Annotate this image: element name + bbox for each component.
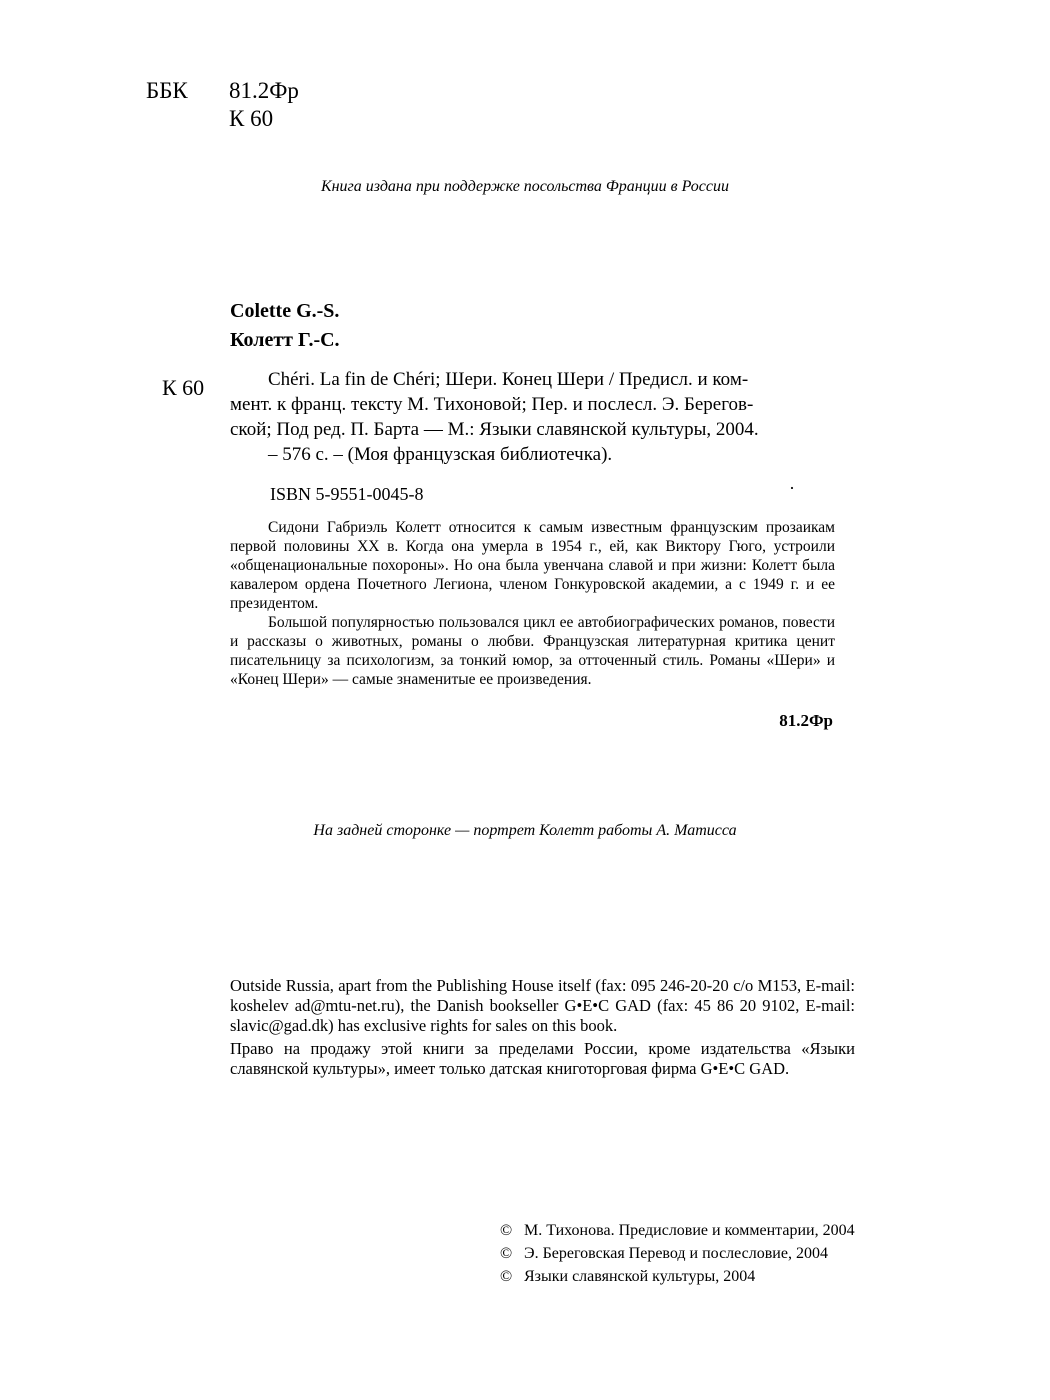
annotation	[230, 518, 835, 689]
rights-english: Outside Russia, apart from the Publishing House itself (fax: 095 246-20-20 c/o M153, E-mail: koshelev ad@mtu-net.ru), the Danish bookseller G•E•C GAD (fax: 45 86 20 9102, E-mail: slavic@gad.dk) has exclusive rights for sales on this book.	[230, 976, 855, 1035]
bibliographic-record	[230, 367, 835, 467]
rights-russian: Право на продажу этой книги за пределами России, кроме издательства «Языки славянской культуры», имеет только датская книготорговая фирма G•E•C GAD.	[230, 1039, 855, 1078]
annotation-bbk-code: 81.2Фр	[779, 711, 833, 730]
copyright-icon: ©	[500, 1268, 513, 1285]
annotation-paragraph: Большой популярностью пользовался цикл ее автобиографических романов, повести и рассказы о животных, романы о любви. Французская литературная критика ценит писательницу за психологизм, за тонкий юмор, за отточенный стиль. Романы «Шери» и «Конец Шери» — самые знаменитые ее произведения.	[230, 614, 835, 688]
support-note: Книга издана при поддержке посольства Франции в России	[320, 178, 729, 195]
author-mark: К 60	[229, 106, 274, 131]
copyright-line	[500, 1265, 855, 1288]
copyright-icon: ©	[500, 1222, 513, 1239]
copyright-icon: ©	[500, 1245, 513, 1262]
bibliographic-line: Chéri. La fin de Chéri; Шери. Конец Шери / Предисл. и ком-	[268, 369, 749, 390]
copyright-text: Языки славянской культуры, 2004	[524, 1268, 756, 1285]
bbk-label: ББК	[146, 78, 188, 103]
portrait-note: На задней сторонке — портрет Колетт работы А. Матисса	[313, 822, 737, 839]
rights-notice	[230, 976, 855, 1079]
annotation-paragraph: Сидони Габриэль Колетт относится к самым известным французским прозаикам первой половины XX в. Когда она умерла в 1954 г., ей, как Виктору Гюго, устроили «общенациональные похороны». Но она была увенчана славой и при жизни: Колетт была кавалером ордена Почетного Легиона, членом Гонкуровской академии, а с 1949 г. и ее президентом.	[230, 519, 835, 612]
bibliographic-line: мент. к франц. тексту М. Тихоновой; Пер. и послесл. Э. Берегов-	[230, 394, 754, 415]
bibliographic-line: – 576 с. – (Моя французская библиотечка).	[268, 444, 613, 465]
copyright-line	[500, 1242, 855, 1265]
bibliographic-line: ской; Под ред. П. Барта — М.: Языки славянской культуры, 2004.	[230, 419, 759, 440]
margin-author-mark: К 60	[162, 375, 205, 400]
copyright-line	[500, 1219, 855, 1242]
copyright-text: Э. Береговская Перевод и послесловие, 2004	[524, 1245, 828, 1262]
copyright-text: М. Тихонова. Предисловие и комментарии, 2004	[524, 1222, 855, 1239]
isbn: ISBN 5-9551-0045-8	[270, 484, 424, 504]
copyright-block	[500, 1219, 855, 1288]
stray-mark: ·	[789, 478, 795, 498]
author-name-latin: Colette G.-S.	[230, 300, 340, 322]
bbk-code: 81.2Фр	[229, 78, 299, 103]
author-name-cyrillic: Колетт Г.-С.	[230, 329, 340, 351]
